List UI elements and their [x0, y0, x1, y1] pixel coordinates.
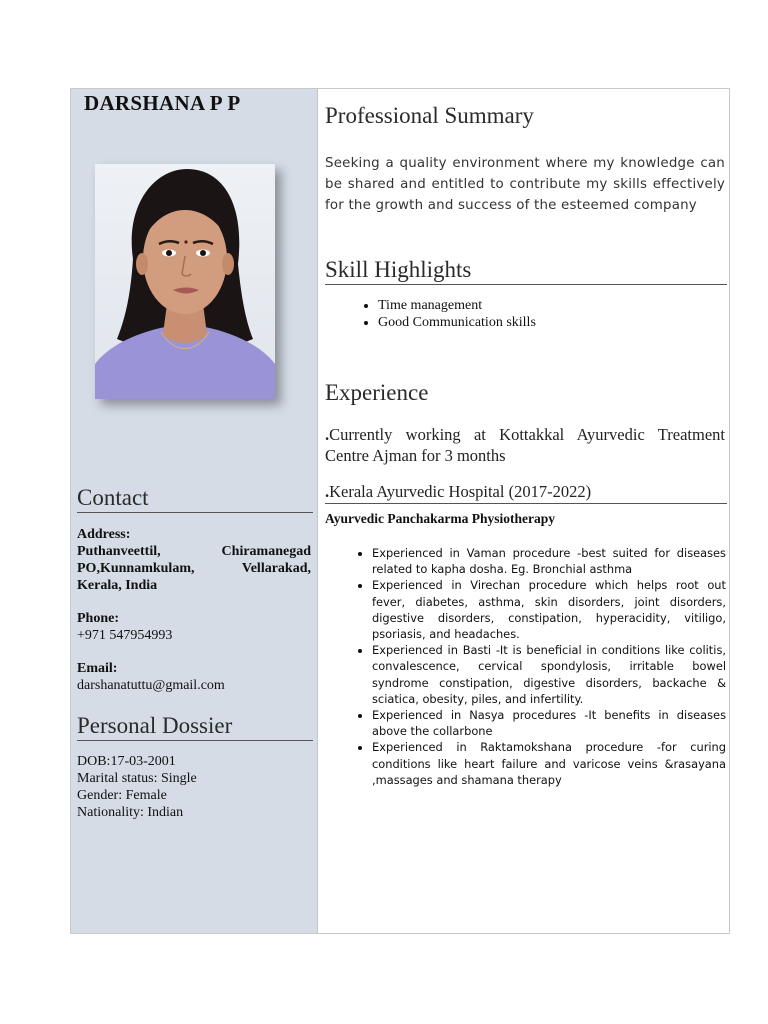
role-heading: Ayurvedic Panchakarma Physiotherapy [325, 511, 555, 526]
experience-entry-previous: .Kerala Ayurvedic Hospital (2017-2022) [325, 481, 727, 504]
phone-value: +971 547954993 [77, 628, 173, 643]
duty-item: • Experienced in Virechan procedure which helps root out fever, diabetes, asthma, skin disorders, joint disorders, digestive disorders, constipation, hyperacidity, vitiligo, psoriasis, and headaches. [372, 577, 726, 642]
gender-line: Gender: Female [77, 788, 167, 803]
phone-block [77, 610, 311, 644]
duty-item: • Experienced in Basti -It is beneficial in conditions like colitis, convalescence, cervical spondylosis, irritable bowel syndrome constipation, digestive disorders, backache & sciatica, obesity, piles, and infertility. [372, 642, 726, 707]
sidebar [71, 89, 318, 933]
phone-label: Phone: [77, 611, 119, 626]
bullet-dot: . [325, 425, 330, 444]
duty-item: • Experienced in Vaman procedure -best suited for diseases related to kapha dosha. Eg. Bronchial asthma [372, 545, 726, 577]
personal-dossier-heading: Personal Dossier [77, 713, 313, 741]
skill-item: • Good Communication skills [378, 314, 543, 331]
skills-list [325, 297, 725, 331]
candidate-name: DARSHANA P P [84, 91, 241, 115]
address-block [77, 526, 311, 594]
email-block [77, 660, 311, 694]
experience-heading: Experience [325, 380, 429, 405]
dob-line: DOB:17-03-2001 [77, 754, 176, 769]
email-label: Email: [77, 661, 118, 676]
address-label: Address: [77, 527, 131, 542]
portrait-image [95, 164, 275, 399]
resume-page [70, 88, 730, 934]
duties-list [325, 545, 726, 788]
summary-text: Seeking a quality environment where my knowledge can be shared and entitled to contribute my skills effectively for the growth and success of the esteemed company [325, 156, 725, 213]
profile-photo [95, 164, 275, 399]
experience-entry-current: .Currently working at Kottakkal Ayurvedic Treatment Centre Ajman for 3 months [325, 425, 725, 465]
contact-heading: Contact [77, 485, 313, 513]
address-line-3: Kerala, India [77, 578, 158, 593]
main-content [325, 89, 727, 933]
skill-item: • Time management [378, 297, 725, 314]
nationality-line: Nationality: Indian [77, 805, 184, 820]
duty-item: • Experienced in Raktamokshana procedure -for curing conditions like heart failure and varicose veins &rasayana ,massages and shamana therapy [372, 739, 726, 788]
dossier-block [77, 753, 311, 821]
skill-highlights-heading: Skill Highlights [325, 257, 727, 285]
bullet-dot: . [325, 482, 330, 501]
professional-summary-heading: Professional Summary [325, 103, 534, 128]
address-line-1: Puthanveettil, Chiramanegad [77, 544, 311, 559]
marital-status-line: Marital status: Single [77, 771, 197, 786]
duty-item: • Experienced in Nasya procedures -It benefits in diseases above the collarbone [372, 707, 726, 739]
address-line-2: PO,Kunnamkulam, Vellarakad, [77, 561, 311, 576]
email-value: darshanatuttu@gmail.com [77, 678, 225, 693]
